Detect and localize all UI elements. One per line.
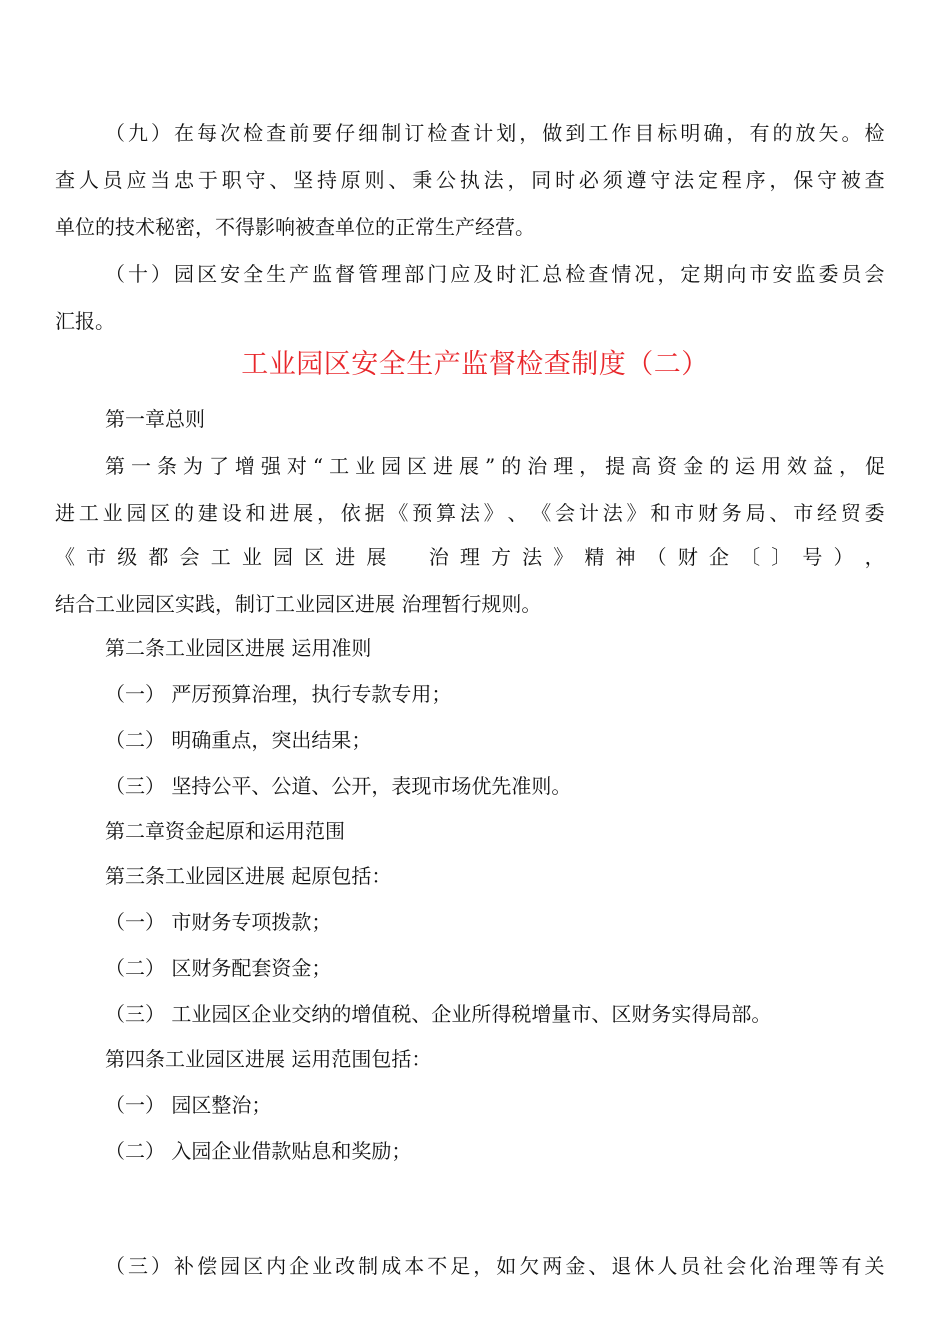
article-3-heading: 第三条工业园区进展 起原包括： [105, 864, 392, 888]
text-char: 算 [436, 501, 456, 525]
text-char: 企 [289, 1254, 310, 1278]
text-char: 等 [818, 1254, 839, 1278]
text-char: 建 [197, 501, 218, 525]
text-char: 工 [210, 545, 231, 569]
item-10-line-1 [105, 260, 885, 288]
text-char: 制 [358, 1254, 379, 1278]
text-char: 业 [355, 454, 376, 478]
text-char: 市 [674, 501, 695, 525]
text-char: “ [312, 454, 324, 478]
article-3-item-3: （三） 工业园区企业交纳的增值税、企业所得税增量市、区财务实得局部。 [105, 1002, 772, 1026]
text-char: 计 [473, 121, 494, 145]
article-1-line-4: 结合工业园区实践，制订工业园区进展 治理暂行规则。 [55, 592, 542, 616]
text-char: 了 [208, 454, 229, 478]
text-char: 补 [174, 1254, 195, 1278]
text-char: 为 [182, 454, 203, 478]
text-char: 区 [407, 454, 428, 478]
text-char: 治 [527, 454, 548, 478]
text-char: 守 [650, 168, 671, 192]
text-char: 展 [459, 454, 480, 478]
text-char: 督 [335, 262, 356, 286]
text-char: 查 [588, 262, 609, 286]
text-char: 查 [266, 121, 287, 145]
text-char: 贸 [840, 501, 861, 525]
text-char: 、 [769, 501, 790, 525]
text-char: 会 [555, 501, 576, 525]
text-char: 九 [128, 121, 149, 145]
text-char: 进 [433, 454, 454, 478]
text-char: 于 [197, 168, 218, 192]
text-char: 财 [677, 545, 698, 569]
text-char: 原 [340, 168, 361, 192]
text-char: 同 [531, 168, 552, 192]
text-char: 进 [55, 501, 75, 525]
article-1-line-1 [105, 452, 885, 480]
text-char: 促 [865, 454, 885, 478]
text-char: 员 [680, 1254, 701, 1278]
text-char: 应 [450, 262, 471, 286]
text-char: 定 [680, 262, 701, 286]
text-char: 职 [221, 168, 242, 192]
text-char: 关 [864, 1254, 885, 1278]
text-char: 条 [156, 454, 177, 478]
text-char: 情 [611, 262, 632, 286]
text-char: 展 [293, 501, 314, 525]
text-char: 一 [130, 454, 151, 478]
text-char: 资 [657, 454, 678, 478]
text-char: 法 [522, 545, 543, 569]
text-char: 每 [197, 121, 218, 145]
text-char: 如 [496, 1254, 517, 1278]
text-char: 都 [148, 545, 169, 569]
article-2-item-1: （一） 严厉预算治理，执行专款专用； [105, 682, 452, 706]
text-char: 设 [221, 501, 242, 525]
text-char: 金 [565, 1254, 586, 1278]
text-char: 标 [657, 121, 678, 145]
text-char: 汇 [519, 262, 540, 286]
text-char: 会 [179, 545, 200, 569]
text-char: 遵 [626, 168, 647, 192]
text-char: 员 [841, 262, 862, 286]
text-char: 理 [795, 1254, 816, 1278]
text-char: 守 [817, 168, 837, 192]
text-char: 《 [388, 501, 409, 525]
text-char: 委 [818, 262, 839, 286]
text-char: （ [646, 545, 667, 569]
text-char: 确 [703, 121, 724, 145]
document-title: 工业园区安全生产监督检查制度（二） [241, 349, 709, 380]
text-char: 区 [304, 545, 325, 569]
text-char: 矢 [818, 121, 839, 145]
text-char: 法 [459, 501, 480, 525]
text-char: 不 [427, 1254, 448, 1278]
text-char: 的 [709, 454, 730, 478]
text-char: ） [151, 1254, 172, 1278]
text-char: 精 [584, 545, 605, 569]
text-char: 执 [459, 168, 480, 192]
chapter-2-heading: 第二章资金起原和运用范围 [105, 819, 345, 843]
text-char: 依 [340, 501, 361, 525]
text-char: 园 [381, 454, 402, 478]
text-char: 工 [78, 501, 99, 525]
text-char: 则 [364, 168, 385, 192]
text-char: 级 [117, 545, 138, 569]
text-char: 持 [316, 168, 337, 192]
text-char: 和 [245, 501, 266, 525]
text-char: 制 [381, 121, 402, 145]
text-char: 做 [542, 121, 563, 145]
text-char: 查 [55, 168, 75, 192]
text-char: 预 [412, 501, 433, 525]
text-char: 检 [243, 121, 264, 145]
text-char: 、 [588, 1254, 609, 1278]
text-char: （ [105, 1254, 125, 1278]
text-char: 及 [473, 262, 494, 286]
text-char [398, 543, 418, 571]
text-char: 忠 [174, 168, 195, 192]
text-char: 的 [501, 454, 522, 478]
text-char: 、 [388, 168, 409, 192]
text-char: 法 [483, 168, 504, 192]
text-char: 区 [150, 501, 171, 525]
text-char: 市 [793, 501, 814, 525]
text-char: 期 [703, 262, 724, 286]
text-char: 业 [312, 1254, 333, 1278]
text-char: 要 [312, 121, 333, 145]
article-2-item-2: （二） 明确重点，突出结果； [105, 728, 372, 752]
text-char: 治 [428, 545, 449, 569]
text-char: 》 [626, 501, 647, 525]
text-char: 放 [795, 121, 816, 145]
text-char: 况 [634, 262, 655, 286]
text-char: 安 [772, 262, 793, 286]
text-char: 改 [335, 1254, 356, 1278]
text-char: 提 [605, 454, 626, 478]
text-char: 《 [55, 545, 75, 569]
text-char: 区 [197, 262, 218, 286]
text-char: 守 [245, 168, 266, 192]
text-char: 次 [220, 121, 241, 145]
article-4-item-2: （二） 入园企业借款贴息和奖励； [105, 1139, 412, 1163]
article-2-heading: 第二条工业园区进展 运用准则 [105, 636, 372, 660]
article-4-item-1: （一） 园区整治； [105, 1093, 272, 1117]
text-char: ， [579, 454, 600, 478]
text-char: 》 [483, 501, 504, 525]
text-char: ， [507, 168, 528, 192]
text-char: 化 [749, 1254, 770, 1278]
text-char: 产 [289, 262, 310, 286]
text-char: 法 [602, 501, 623, 525]
text-char: 效 [787, 454, 808, 478]
text-char: 。 [841, 121, 862, 145]
text-char: 成 [381, 1254, 402, 1278]
text-char: 时 [555, 168, 576, 192]
text-char: 员 [102, 168, 123, 192]
text-char: 工 [329, 454, 350, 478]
text-char: 对 [286, 454, 307, 478]
item-10-line-2: 汇报。 [55, 309, 115, 333]
text-char: 、 [269, 168, 290, 192]
text-char: 序 [745, 168, 766, 192]
text-char: 会 [864, 262, 885, 286]
text-char: 企 [708, 545, 729, 569]
text-char: 》 [553, 545, 574, 569]
text-char: 定 [697, 168, 718, 192]
text-char: 、 [507, 501, 528, 525]
text-char: 工 [588, 121, 609, 145]
text-char: ， [519, 121, 540, 145]
text-char: 安 [220, 262, 241, 286]
text-char: 内 [266, 1254, 287, 1278]
text-char: 展 [366, 545, 387, 569]
text-char: 查 [450, 121, 471, 145]
article-3-item-2: （二） 区财务配套资金； [105, 956, 332, 980]
text-char: 足 [450, 1254, 471, 1278]
text-char: 计 [578, 501, 599, 525]
article-1-line-3 [55, 543, 885, 571]
text-char: 方 [490, 545, 511, 569]
text-char: 总 [542, 262, 563, 286]
text-char: 程 [721, 168, 742, 192]
text-char: ， [316, 501, 337, 525]
text-char: 进 [335, 545, 356, 569]
text-char: 须 [602, 168, 623, 192]
text-char: 号 [802, 545, 823, 569]
text-char: ） [151, 121, 172, 145]
text-char: 社 [703, 1254, 724, 1278]
text-char: 细 [358, 121, 379, 145]
text-char: 市 [86, 545, 107, 569]
text-char: 局 [745, 501, 766, 525]
text-char: 退 [611, 1254, 632, 1278]
text-char: ， [726, 121, 747, 145]
text-char: 监 [795, 262, 816, 286]
text-char: 三 [128, 1254, 149, 1278]
article-2-item-3: （三） 坚持公平、公道、公开，表现市场优先准则。 [105, 774, 572, 798]
text-char: 必 [578, 168, 599, 192]
text-char: 到 [565, 121, 586, 145]
text-char: 生 [266, 262, 287, 286]
text-char: 被 [840, 168, 861, 192]
item-9-line-1 [105, 119, 885, 147]
article-1-line-2 [55, 499, 885, 527]
text-char: 强 [260, 454, 281, 478]
text-char: 理 [381, 262, 402, 286]
text-char: 〔 [740, 545, 761, 569]
text-char: 前 [289, 121, 310, 145]
text-char: ， [769, 168, 790, 192]
text-char: ， [657, 262, 678, 286]
text-char: 用 [761, 454, 782, 478]
text-char: 治 [772, 1254, 793, 1278]
text-char: 检 [864, 121, 885, 145]
text-char: 有 [749, 121, 770, 145]
text-char: 的 [772, 121, 793, 145]
text-char: 园 [272, 545, 293, 569]
text-char: 应 [126, 168, 147, 192]
text-char: 当 [150, 168, 171, 192]
text-char: ， [473, 1254, 494, 1278]
item-9-line-2 [55, 166, 885, 194]
text-char: 订 [404, 121, 425, 145]
text-char: 人 [78, 168, 99, 192]
text-char: ” [485, 454, 496, 478]
text-char: 向 [726, 262, 747, 286]
text-char: 〕 [771, 545, 792, 569]
text-char: 委 [864, 501, 885, 525]
text-char: 本 [404, 1254, 425, 1278]
text-char: 据 [364, 501, 385, 525]
text-char: 人 [657, 1254, 678, 1278]
text-char: 两 [542, 1254, 563, 1278]
text-char: 区 [243, 1254, 264, 1278]
text-char: 检 [565, 262, 586, 286]
text-char: 坚 [293, 168, 314, 192]
text-char: 经 [817, 501, 837, 525]
text-char: 财 [697, 501, 718, 525]
text-char: 休 [634, 1254, 655, 1278]
text-char: 园 [126, 501, 147, 525]
text-char: 理 [553, 454, 574, 478]
article-3-item-1: （一） 市财务专项拨款； [105, 910, 332, 934]
article-4-item-3 [105, 1252, 885, 1280]
text-char: 增 [234, 454, 255, 478]
text-char: 高 [631, 454, 652, 478]
text-char: 公 [436, 168, 456, 192]
item-9-line-3: 单位的技术秘密，不得影响被查单位的正常生产经营。 [55, 215, 535, 239]
text-char: 时 [496, 262, 517, 286]
text-char: 益 [813, 454, 834, 478]
text-char: 业 [241, 545, 262, 569]
text-char: 进 [269, 501, 290, 525]
text-char: 查 [864, 168, 885, 192]
text-char: 仔 [335, 121, 356, 145]
text-char: 园 [174, 262, 195, 286]
text-char: 在 [174, 121, 195, 145]
text-char: 作 [611, 121, 632, 145]
text-char: （ [105, 262, 125, 286]
text-char: 划 [496, 121, 517, 145]
text-char: 神 [615, 545, 636, 569]
text-char: 《 [531, 501, 552, 525]
text-char: 欠 [519, 1254, 540, 1278]
text-char: 保 [793, 168, 814, 192]
text-char: 金 [683, 454, 704, 478]
text-char: 有 [841, 1254, 862, 1278]
text-char: 和 [650, 501, 671, 525]
text-char: 检 [427, 121, 448, 145]
chapter-1-heading: 第一章总则 [105, 407, 205, 431]
text-char: 管 [358, 262, 379, 286]
text-char: 理 [459, 545, 480, 569]
text-char: 运 [735, 454, 756, 478]
text-char: 务 [721, 501, 742, 525]
text-char: 市 [749, 262, 770, 286]
text-char: 园 [220, 1254, 241, 1278]
text-char: ） [151, 262, 172, 286]
text-char: 会 [726, 1254, 747, 1278]
text-char: ， [864, 545, 885, 569]
text-char: 偿 [197, 1254, 218, 1278]
text-char: 门 [427, 262, 448, 286]
text-char: ） [833, 545, 854, 569]
text-char: 部 [404, 262, 425, 286]
text-char: 第 [105, 454, 125, 478]
text-char: （ [105, 121, 125, 145]
article-4-heading: 第四条工业园区进展 运用范围包括： [105, 1047, 432, 1071]
text-char: 明 [680, 121, 701, 145]
text-char: ， [839, 454, 860, 478]
text-char: 业 [102, 501, 123, 525]
text-char: 的 [174, 501, 195, 525]
text-char: 全 [243, 262, 264, 286]
text-char: 法 [674, 168, 695, 192]
text-char: 十 [128, 262, 149, 286]
text-char: 监 [312, 262, 333, 286]
text-char: 秉 [412, 168, 433, 192]
text-char: 目 [634, 121, 655, 145]
